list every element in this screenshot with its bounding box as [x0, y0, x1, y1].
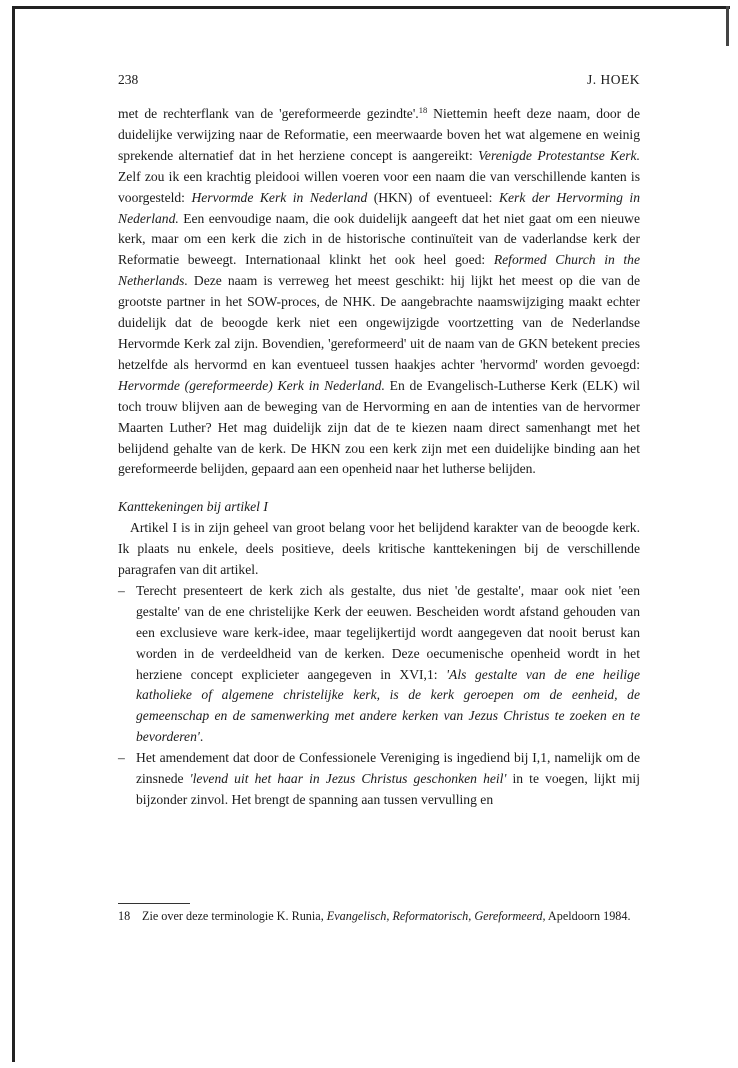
footnote-text [118, 909, 640, 925]
italic-term: Hervormde Kerk in Nederland [191, 189, 368, 205]
italic-term: Hervormde (gereformeerde) Kerk in Nederland. [118, 377, 385, 393]
italic-term: Verenigde Protestantse Kerk. [478, 147, 640, 163]
text-run: Deze naam is verreweg het meest geschikt: hij lijkt het meest op die van de grootste partner in het SOW-proces, de NHK. De aangebrachte naamswijziging maakt echter duidelijk dat de beoogde kerk niet een ongewijzigde voortzetting van de Nederlandse Hervormde Kerk zal zijn. Bovendien, 'gereformeerd' uit de naam van de GKN betekent precies hetzelfde als hervormd en kan eventueel tussen haakjes achter 'hervormd' worden gevoegd: [118, 273, 640, 372]
list-item [118, 748, 640, 811]
text-run: En de Evangelisch-Lutherse Kerk (ELK) wil toch trouw blijven aan de beweging van de Hervorming en aan de intenties van de hervormer Maarten Luther? Het mag duidelijk zijn dat de te kiezen naam direct samenhangt met het belijdend gehalte van de kerk. De HKN zou een kerk zijn met een duidelijke binding aan het gereformeerde belijden, gepaard aan een openheid naar het lutherse belijden. [118, 377, 640, 477]
section-intro: Artikel I is in zijn geheel van groot belang voor het belijdend karakter van de beoogde kerk. Ik plaats nu enkele, deels positieve, deels kritische kanttekeningen bij de verschillende paragrafen van dit artikel. [118, 520, 640, 578]
list-item [118, 581, 640, 748]
text-run: Het amendement dat door de Confessionele Vereniging is ingediend bij I,1, namelijk om de zinsnede [136, 750, 640, 787]
dash-bullet: – [118, 582, 125, 598]
section-heading: Kanttekeningen bij artikel I [118, 499, 268, 515]
paragraph-1 [118, 104, 640, 480]
footnote-separator [118, 903, 190, 904]
footnote-reference[interactable]: 18 [418, 105, 428, 115]
italic-quote: 'Als gestalte van de ene heilige katholieke of algemene christelijke kerk, is de kerk geroepen om de eenheid, de gemeenschap en de samenwerking met andere kerken van Jezus Christus te zoeken en te bevorderen' [136, 666, 640, 745]
italic-term: Kerk der Hervorming in Nederland. [118, 189, 640, 226]
scan-edge-left [12, 6, 15, 1062]
scan-edge-top [14, 6, 730, 9]
running-header [118, 72, 640, 92]
text-run: Zie over deze terminologie K. Runia, [142, 909, 327, 923]
italic-quote: 'levend uit het haar in Jezus Christus geschonken heil' [189, 771, 507, 787]
text-run: in te voegen, lijkt mij bijzonder zinvol. Het brengt de spanning aan tussen vervulling en [136, 771, 640, 807]
text-run: met de rechterflank van de 'gereformeerde gezindte'. [118, 106, 419, 121]
text-run: Niettemin heeft deze naam, door de duidelijke verwijzing naar de Reformatie, een meerwaarde boven het wat algemene en weinig sprekende alternatief dat in het herziene concept is aangereikt: [118, 106, 640, 163]
text-run: . [199, 729, 204, 745]
italic-term: Reformed Church in the Netherlands. [118, 252, 640, 289]
italic-title: Evangelisch, Reformatorisch, Gereformeerd, [326, 909, 546, 923]
text-run: Zelf zou ik een krachtig pleidooi willen voeren voor een naam die van verschillende kanten is voorgesteld: [118, 168, 640, 205]
footnote [118, 909, 640, 925]
scan-edge-right [726, 6, 729, 46]
footnote-number: 18 [118, 909, 131, 923]
text-run: (HKN) of eventueel: [367, 189, 499, 205]
text-run: Een eenvoudige naam, die ook duidelijk aangeeft dat het niet gaat om een nieuwe kerk, maar om een kerk die zich in de historische continuïteit van de vaderlandse kerk der Reformatie beweegt. Internationaal klinkt het ook heel goed: [118, 210, 640, 268]
text-run: Terecht presenteert de kerk zich als gestalte, dus niet 'de gestalte', maar ook niet 'een gestalte' van de ene christelijke Kerk der eeuwen. Bescheiden wordt afstand gehouden van een exclusieve ware kerk-idee, maar tegelijkertijd wordt aangegeven dat nooit berust kan worden in de verdeeldheid van de kerken. Deze oecumenische openheid wordt in het herziene concept explicieter aangegeven in XVI,1: [136, 582, 640, 682]
page-number: 238 [118, 72, 139, 87]
body-text [118, 104, 640, 811]
running-head-author: J. HOEK [587, 72, 640, 87]
text-run: Apeldoorn 1984. [545, 909, 631, 923]
dash-list [118, 581, 640, 811]
dash-bullet: – [118, 750, 125, 766]
